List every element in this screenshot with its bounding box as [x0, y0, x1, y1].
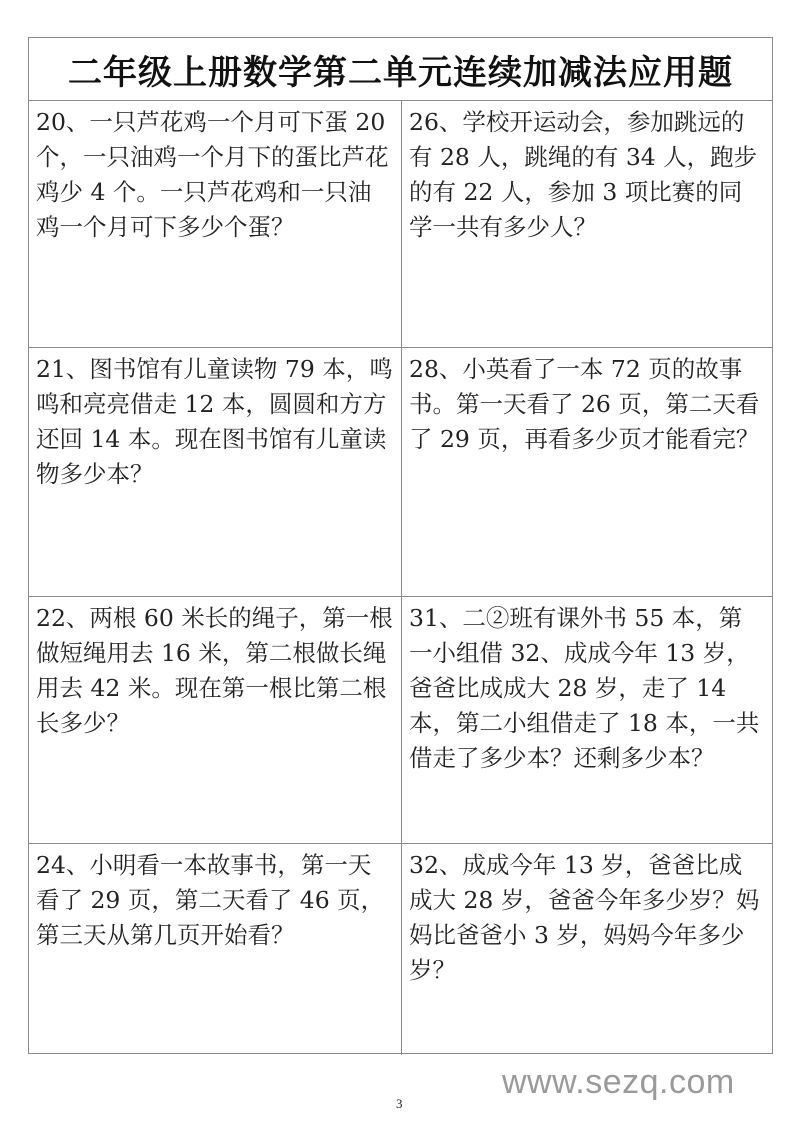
problem-cell-24: 24、小明看一本故事书，第一天看了 29 页，第二天看了 46 页，第三天从第几页开始看？ [29, 844, 402, 1055]
page-number: 3 [396, 1096, 403, 1111]
problem-cell-20: 20、一只芦花鸡一个月可下蛋 20 个，一只油鸡一个月下的蛋比芦花鸡少 4 个。一只芦花鸡和一只油鸡一个月可下多少个蛋？ [29, 101, 402, 348]
problems-grid [29, 101, 772, 1055]
problem-cell-22: 22、两根 60 米长的绳子，第一根做短绳用去 16 米，第二根做长绳用去 42 米。现在第一根比第二根长多少？ [29, 597, 402, 844]
page-title: 二年级上册数学第二单元连续加减法应用题 [68, 52, 733, 93]
problem-cell-28: 28、小英看了一本 72 页的故事书。第一天看了 26 页，第二天看了 29 页，再看多少页才能看完？ [402, 348, 772, 597]
title-row [29, 38, 772, 101]
problem-cell-26: 26、学校开运动会，参加跳远的有 28 人，跳绳的有 34 人，跑步的有 22 人，参加 3 项比赛的同学一共有多少人？ [402, 101, 772, 348]
problem-cell-21: 21、图书馆有儿童读物 79 本，鸣鸣和亮亮借走 12 本，圆圆和方方还回 14 本。现在图书馆有儿童读物多少本？ [29, 348, 402, 597]
worksheet-table [28, 37, 773, 1054]
watermark-text: www.sezq.com [502, 1063, 735, 1101]
problem-cell-32: 32、成成今年 13 岁，爸爸比成成大 28 岁，爸爸今年多少岁？妈妈比爸爸小 3 岁，妈妈今年多少岁？ [409, 851, 760, 984]
problem-cell-31: 31、二②班有课外书 55 本，第一小组借 32、成成今年 13 岁，爸爸比成成大 28 岁，走了 14 本，第二小组借走了 18 本，一共借走了多少本？还剩多少本？ [402, 597, 772, 844]
